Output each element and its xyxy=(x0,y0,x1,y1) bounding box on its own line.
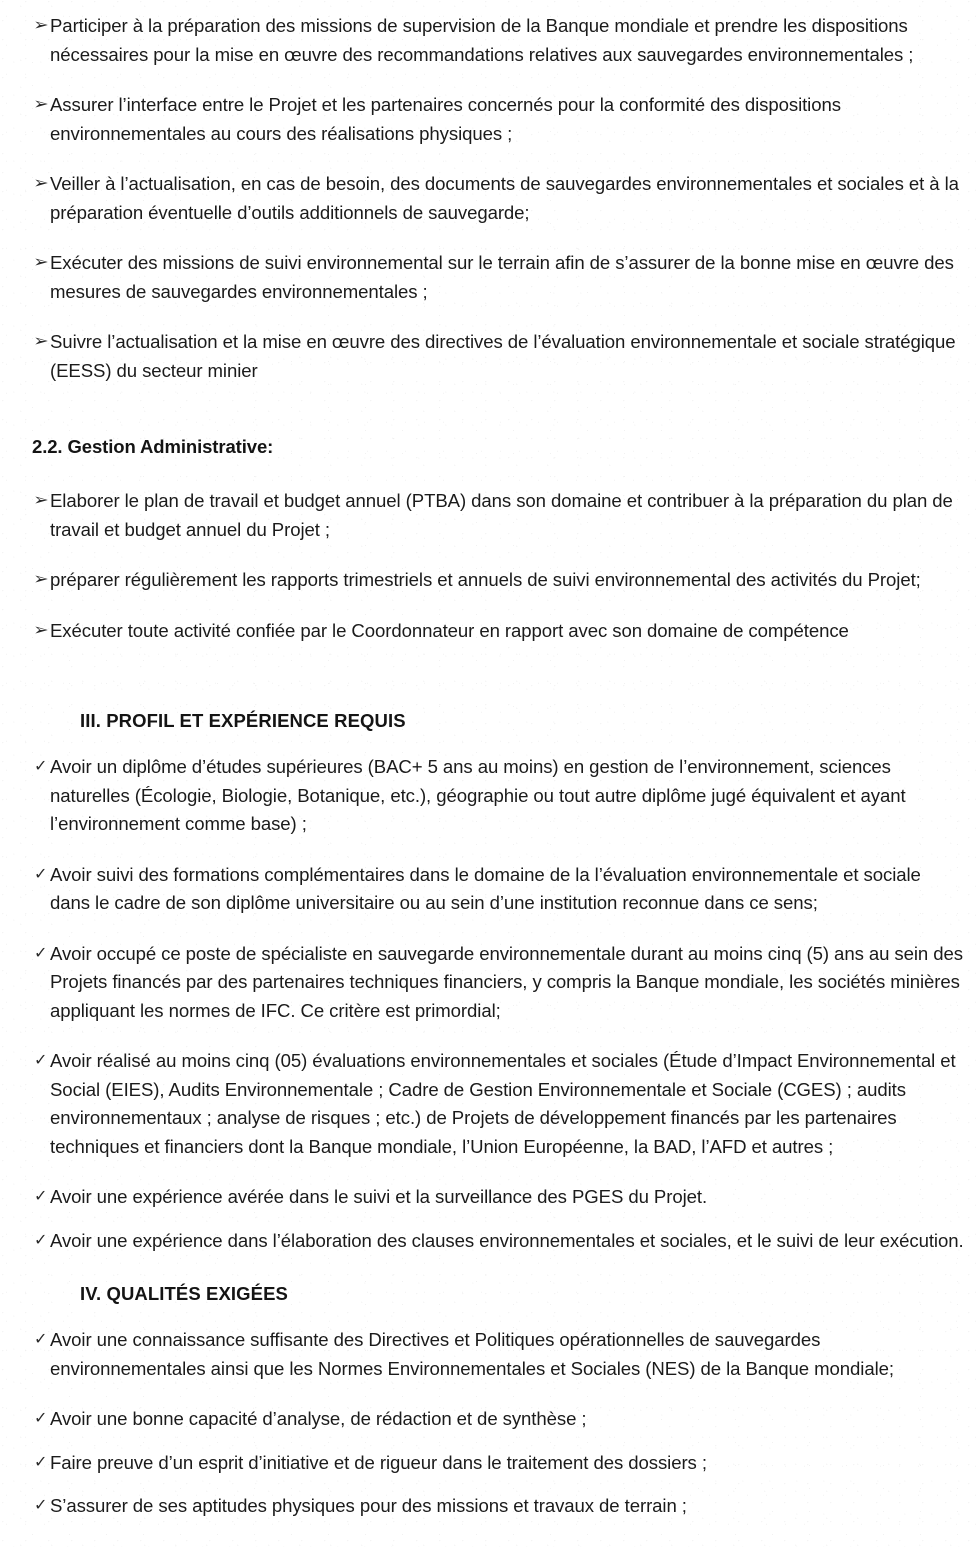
check-bullet-icon: ✓ xyxy=(34,1497,48,1514)
list-item xyxy=(8,940,969,1026)
check-bullet-icon: ✓ xyxy=(34,1410,48,1427)
section-spacer xyxy=(8,1270,969,1280)
arrow-bullet-icon: ➢ xyxy=(33,333,49,350)
arrow-bullet-icon: ➢ xyxy=(33,96,49,113)
list-item-text: Avoir une bonne capacité d’analyse, de rédaction et de synthèse ; xyxy=(50,1408,587,1429)
list-item-text: Avoir occupé ce poste de spécialiste en sauvegarde environnementale durant au moins cinq (5) ans au sein des Projets financés par des partenaires techniques financiers, y compris la Banque mondiale, les sociétés minières appliquant les normes de IFC. Ce critère est primordial; xyxy=(50,942,963,1021)
list-item xyxy=(8,1326,969,1383)
section-spacer xyxy=(8,667,969,707)
check-bullet-icon: ✓ xyxy=(34,944,48,962)
list-block-mission-environnementale xyxy=(8,12,969,385)
list-item xyxy=(8,1405,969,1434)
check-bullet-icon: ✓ xyxy=(34,865,48,883)
list-item xyxy=(8,249,969,306)
check-bullet-icon: ✓ xyxy=(34,1052,48,1069)
list-block-qualites-exigees xyxy=(8,1326,969,1521)
list-item-text: S’assurer de ses aptitudes physiques pour des missions et travaux de terrain ; xyxy=(50,1495,687,1516)
list-item xyxy=(8,12,969,69)
check-bullet-icon: ✓ xyxy=(34,758,48,775)
list-item-text: Avoir une expérience dans l’élaboration des clauses environnementales et sociales, et le suivi de leur exécution. xyxy=(50,1229,964,1251)
section-heading-gestion-administrative: 2.2. Gestion Administrative: xyxy=(32,436,274,457)
list-item-text: préparer régulièrement les rapports trimestriels et annuels de suivi environnemental des activités du Projet; xyxy=(50,569,921,590)
list-item-text: Assurer l’interface entre le Projet et les partenaires concernés pour la conformité des dispositions environnementales au cours des réalisations physiques ; xyxy=(50,94,841,144)
list-item xyxy=(8,91,969,148)
list-item-text: Avoir un diplôme d’études supérieures (BAC+ 5 ans au moins) en gestion de l’environnement, sciences naturelles (Écologie, Biologie, Botanique, etc.), géographie ou tout autre diplôme jugé équivalent et ayant l’environnement comme base) ; xyxy=(50,756,906,834)
list-item xyxy=(8,1449,969,1478)
list-item-text: Suivre l’actualisation et la mise en œuvre des directives de l’évaluation environnementale et sociale stratégique (EESS) du secteur minier xyxy=(50,331,956,381)
list-item-text: Avoir une expérience avérée dans le suivi et la surveillance des PGES du Projet. xyxy=(50,1186,708,1207)
arrow-bullet-icon: ➢ xyxy=(33,17,49,34)
list-item xyxy=(8,566,969,595)
list-item-text: Avoir suivi des formations complémentaires dans le domaine de la l’évaluation environnementale et sociale dans le cadre de son diplôme universitaire ou au sein d’une institution reconnue dans ce sens; xyxy=(50,863,921,913)
list-item xyxy=(8,170,969,227)
list-item-text: Exécuter toute activité confiée par le Coordonnateur en rapport avec son domaine de compétence xyxy=(50,619,849,641)
list-item xyxy=(8,861,969,918)
check-bullet-icon: ✓ xyxy=(34,1188,48,1205)
list-item-text: Avoir une connaissance suffisante des Directives et Politiques opérationnelles de sauvegardes environnementales ainsi que les Normes Environnementales et Sociales (NES) de la Banque mondiale; xyxy=(50,1329,894,1379)
list-block-profil-experience xyxy=(8,753,969,1255)
arrow-bullet-icon: ➢ xyxy=(33,254,49,271)
list-item xyxy=(8,1492,969,1521)
arrow-bullet-icon: ➢ xyxy=(33,175,49,192)
list-item-text: Veiller à l’actualisation, en cas de besoin, des documents de sauvegardes environnementales et sociales et à la préparation éventuelle d’outils additionnels de sauvegarde; xyxy=(50,173,959,223)
section-spacer xyxy=(8,407,969,433)
arrow-bullet-icon: ➢ xyxy=(33,571,49,588)
section-heading-profil-experience: III. PROFIL ET EXPÉRIENCE REQUIS xyxy=(80,710,406,731)
list-item xyxy=(8,1183,969,1212)
list-item xyxy=(8,328,969,385)
arrow-bullet-icon: ➢ xyxy=(33,621,49,639)
list-item xyxy=(8,753,969,839)
list-item-text: Faire preuve d’un esprit d’initiative et de rigueur dans le traitement des dossiers ; xyxy=(50,1451,707,1473)
check-bullet-icon: ✓ xyxy=(34,1453,48,1471)
check-bullet-icon: ✓ xyxy=(34,1231,48,1249)
list-item-text: Participer à la préparation des missions de supervision de la Banque mondiale et prendre les dispositions nécessaires pour la mise en œuvre des recommandations relatives aux sauvegardes environnementales ; xyxy=(50,15,914,65)
list-item xyxy=(8,1047,969,1161)
section-heading-qualites-exigees: IV. QUALITÉS EXIGÉES xyxy=(80,1283,288,1304)
list-item-text: Exécuter des missions de suivi environnemental sur le terrain afin de s’assurer de la bonne mise en œuvre des mesures de sauvegardes environnementales ; xyxy=(50,252,954,302)
list-block-gestion-administrative xyxy=(8,487,969,645)
list-item-text: Elaborer le plan de travail et budget annuel (PTBA) dans son domaine et contribuer à la préparation du plan de travail et budget annuel du Projet ; xyxy=(50,490,953,540)
list-item xyxy=(8,487,969,544)
list-item-text: Avoir réalisé au moins cinq (05) évaluations environnementales et sociales (Étude d’Impact Environnemental et Social (EIES), Audits Environnementale ; Cadre de Gestion Environnementale et Sociale (CGES) ; audits environnementaux ; analyse de risques ; etc.) de Projets de développement financés par les partenaires techniques et financiers dont la Banque mondiale, l’Union Européenne, la BAD, l’AFD et autres ; xyxy=(50,1050,956,1157)
list-item xyxy=(8,617,969,646)
arrow-bullet-icon: ➢ xyxy=(33,492,49,509)
list-item xyxy=(8,1227,969,1256)
check-bullet-icon: ✓ xyxy=(34,1331,48,1348)
